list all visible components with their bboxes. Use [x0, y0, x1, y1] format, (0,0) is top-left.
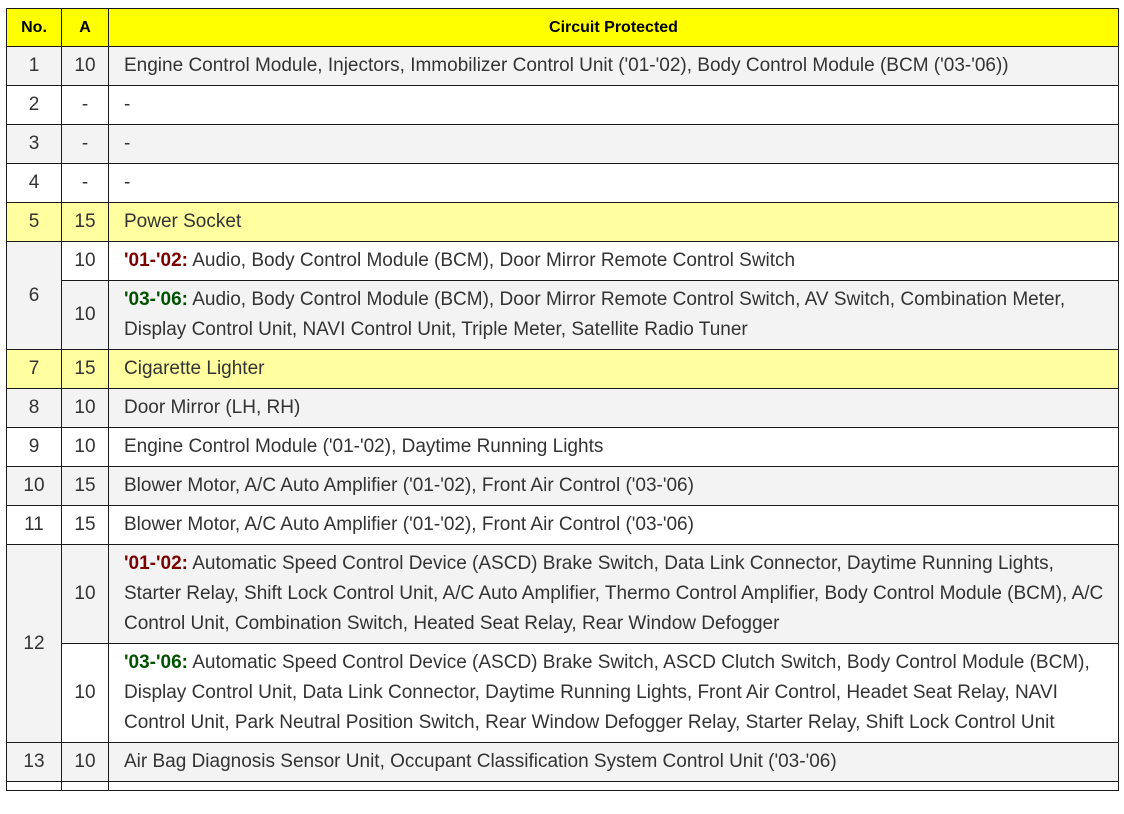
year-label: '03-'06: — [124, 652, 188, 673]
fuse-number: 10 — [7, 467, 62, 506]
fuse-table — [6, 8, 1119, 791]
fuse-amperage: - — [62, 86, 109, 125]
circuit-text: Automatic Speed Control Device (ASCD) Brake Switch, ASCD Clutch Switch, Body Control Module (BCM), Display Control Unit, Data Link Connector, Daytime Running Lights, Front Air Control, Headet Seat Relay, NAVI Control Unit, Park Neutral Position Switch, Rear Window Defogger Relay, Starter Relay, Shift Lock Control Unit — [124, 652, 1090, 733]
circuit-description: - — [109, 125, 1119, 164]
table-row — [7, 389, 1119, 428]
circuit-description — [109, 281, 1119, 350]
fuse-amperage: 10 — [62, 428, 109, 467]
circuit-description — [109, 545, 1119, 644]
fuse-number: 1 — [7, 47, 62, 86]
table-row — [7, 242, 1119, 281]
table-row — [7, 281, 1119, 350]
fuse-amperage: 10 — [62, 47, 109, 86]
fuse-amperage: 15 — [62, 350, 109, 389]
circuit-description: Blower Motor, A/C Auto Amplifier ('01-'02), Front Air Control ('03-'06) — [109, 467, 1119, 506]
circuit-description: - — [109, 86, 1119, 125]
circuit-description: Blower Motor, A/C Auto Amplifier ('01-'02), Front Air Control ('03-'06) — [109, 506, 1119, 545]
fuse-amperage: 15 — [62, 506, 109, 545]
fuse-amperage — [62, 782, 109, 791]
table-row — [7, 743, 1119, 782]
circuit-description — [109, 644, 1119, 743]
fuse-number: 4 — [7, 164, 62, 203]
circuit-description — [109, 242, 1119, 281]
table-row — [7, 644, 1119, 743]
fuse-number: 2 — [7, 86, 62, 125]
year-label: '03-'06: — [124, 289, 188, 310]
fuse-number: 8 — [7, 389, 62, 428]
circuit-description: Engine Control Module ('01-'02), Daytime Running Lights — [109, 428, 1119, 467]
table-row-highlighted — [7, 203, 1119, 242]
table-row — [7, 164, 1119, 203]
table-row-highlighted — [7, 350, 1119, 389]
circuit-text: Automatic Speed Control Device (ASCD) Brake Switch, Data Link Connector, Daytime Running Lights, Starter Relay, Shift Lock Control Unit, A/C Auto Amplifier, Thermo Control Amplifier, Body Control Module (BCM), A/C Control Unit, Combination Switch, Heated Seat Relay, Rear Window Defogger — [124, 553, 1104, 634]
circuit-description: Engine Control Module, Injectors, Immobilizer Control Unit ('01-'02), Body Control Module (BCM ('03-'06)) — [109, 47, 1119, 86]
fuse-number: 5 — [7, 203, 62, 242]
circuit-description: - — [109, 164, 1119, 203]
circuit-text: Audio, Body Control Module (BCM), Door Mirror Remote Control Switch, AV Switch, Combination Meter, Display Control Unit, NAVI Control Unit, Triple Meter, Satellite Radio Tuner — [124, 289, 1066, 340]
fuse-amperage: 15 — [62, 203, 109, 242]
fuse-amperage: 10 — [62, 545, 109, 644]
fuse-amperage: 10 — [62, 743, 109, 782]
table-row — [7, 467, 1119, 506]
table-row — [7, 782, 1119, 791]
circuit-description: Cigarette Lighter — [109, 350, 1119, 389]
column-header-amp: A — [62, 9, 109, 47]
column-header-no: No. — [7, 9, 62, 47]
fuse-number: 6 — [7, 242, 62, 350]
fuse-amperage: - — [62, 125, 109, 164]
circuit-description — [109, 782, 1119, 791]
table-row — [7, 86, 1119, 125]
table-row — [7, 428, 1119, 467]
fuse-amperage: 15 — [62, 467, 109, 506]
fuse-amperage: 10 — [62, 389, 109, 428]
fuse-amperage: - — [62, 164, 109, 203]
circuit-text: Audio, Body Control Module (BCM), Door Mirror Remote Control Switch — [187, 250, 796, 271]
fuse-number: 3 — [7, 125, 62, 164]
fuse-amperage: 10 — [62, 281, 109, 350]
circuit-description: Door Mirror (LH, RH) — [109, 389, 1119, 428]
circuit-description: Air Bag Diagnosis Sensor Unit, Occupant Classification System Control Unit ('03-'06) — [109, 743, 1119, 782]
table-row — [7, 47, 1119, 86]
fuse-number — [7, 782, 62, 791]
fuse-number: 11 — [7, 506, 62, 545]
fuse-number: 9 — [7, 428, 62, 467]
table-row — [7, 545, 1119, 644]
fuse-number: 12 — [7, 545, 62, 743]
table-row — [7, 125, 1119, 164]
table-header-row — [7, 9, 1119, 47]
fuse-amperage: 10 — [62, 242, 109, 281]
fuse-amperage: 10 — [62, 644, 109, 743]
table-row — [7, 506, 1119, 545]
year-label: '01-'02: — [124, 250, 188, 271]
column-header-circuit: Circuit Protected — [109, 9, 1119, 47]
year-label: '01-'02: — [124, 553, 188, 574]
fuse-number: 7 — [7, 350, 62, 389]
fuse-number: 13 — [7, 743, 62, 782]
circuit-description: Power Socket — [109, 203, 1119, 242]
